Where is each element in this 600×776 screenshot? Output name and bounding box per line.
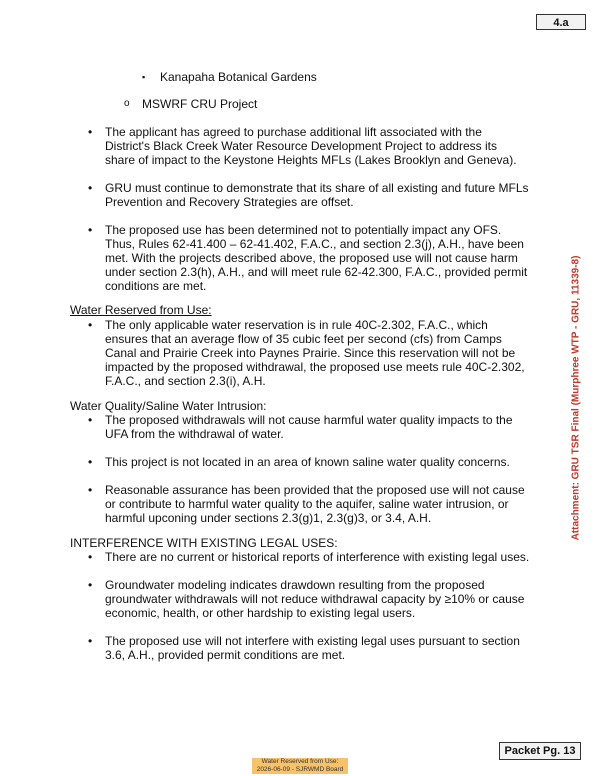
section-heading-interference: INTERFERENCE WITH EXISTING LEGAL USES: <box>70 536 338 550</box>
footer-stamp-line2: 2026-06-09 - SJRWMD Board <box>256 766 344 773</box>
packet-page-label: Packet Pg. 13 <box>499 742 581 760</box>
list-item: • The proposed use has been determined not to potentially impact any OFS. Thus, Rules 62-41.400 – 62-41.402, F.A.C., and section 2.3(j), A.H., have been met. With the projects described above, the proposed use will not cause harm under section 2.3(h), A.H., and will meet rule 62-42.300, F.A.C., provided permit conditions are met. <box>70 223 530 293</box>
intro-bullet-list <box>70 125 530 293</box>
list-item: • This project is not located in an area of known saline water quality concerns. <box>70 455 530 469</box>
list-item: • The proposed use will not interfere with existing legal uses pursuant to section 3.6, A.H., provided permit conditions are met. <box>70 634 530 662</box>
list-item: • Groundwater modeling indicates drawdown resulting from the proposed groundwater withdrawals will not reduce withdrawal capacity by ≥10% or cause economic, health, or other hardship to existing legal users. <box>70 578 530 620</box>
list-item: • GRU must continue to demonstrate that its share of all existing and future MFLs Prevention and Recovery Strategies are offset. <box>70 181 530 209</box>
water-quality-bullets <box>70 413 530 525</box>
attachment-caption <box>566 255 586 541</box>
square-bullet-icon: ▪ <box>142 72 146 82</box>
list-item: • The applicant has agreed to purchase additional lift associated with the District's Black Creek Water Resource Development Project to address its share of impact to the Keystone Heights MFLs (Lakes Brooklyn and Geneva). <box>70 125 530 167</box>
list-item: • The proposed withdrawals will not cause harmful water quality impacts to the UFA from the withdrawal of water. <box>70 413 530 441</box>
attachment-caption-text: Attachment: GRU TSR Final (Murphree WTP - GRU, 11339-8) <box>570 255 582 541</box>
list-item: • Reasonable assurance has been provided that the proposed use will not cause or contribute to harmful water quality to the aquifer, saline water intrusion, or harmful upconing under sections 2.3(g)1, 2.3(g)3, or 3.4, A.H. <box>70 483 530 525</box>
section-heading-water-quality: Water Quality/Saline Water Intrusion: <box>70 399 267 413</box>
footer-stamp <box>252 758 348 774</box>
footer-stamp-line1: Water Reserved from Use: <box>261 758 339 765</box>
water-reserved-bullets <box>70 318 530 388</box>
list-item: • There are no current or historical reports of interference with existing legal uses. <box>70 550 530 564</box>
circle-sub-item: o MSWRF CRU Project <box>124 97 258 111</box>
section-heading-water-reserved: Water Reserved from Use: <box>70 303 212 317</box>
interference-bullets <box>70 550 530 662</box>
page-tag: 4.a <box>536 14 586 30</box>
square-sub-item: ▪ Kanapaha Botanical Gardens <box>142 70 317 84</box>
circle-bullet-icon: o <box>124 98 130 109</box>
list-item: • The only applicable water reservation is in rule 40C-2.302, F.A.C., which ensures that an average flow of 35 cubic feet per second (cfs) from Camps Canal and Prairie Creek into Paynes Prairie. Since this reservation will not be impacted by the proposed withdrawal, the proposed use meets rule 40C-2.302, F.A.C., and section 2.3(i), A.H. <box>70 318 530 388</box>
